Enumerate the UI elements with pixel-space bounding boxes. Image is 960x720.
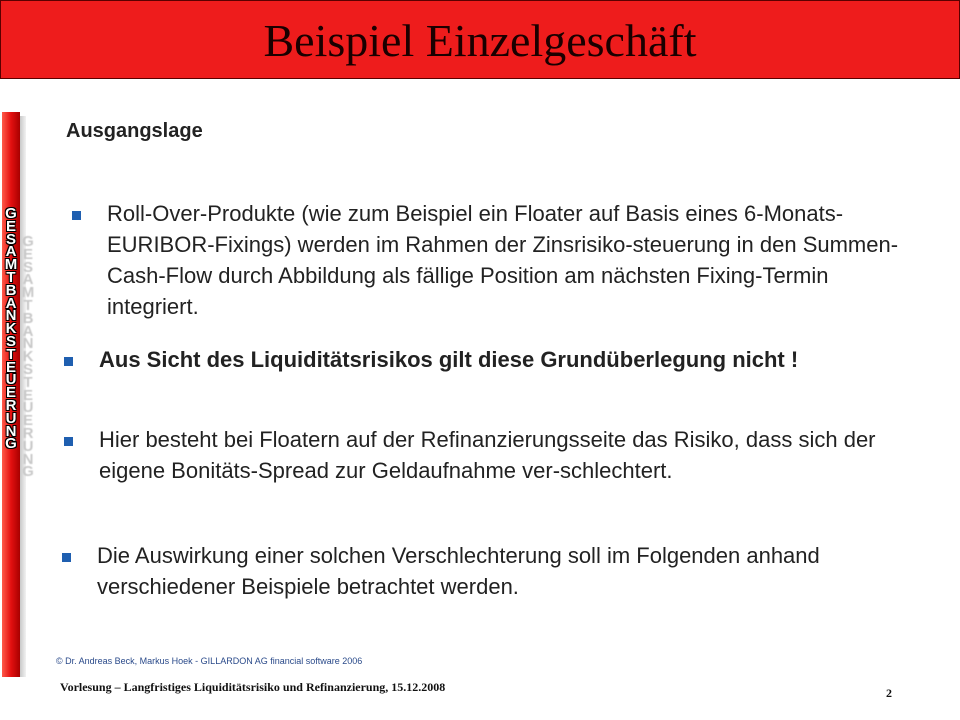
side-letter-shadow: S xyxy=(22,258,33,276)
side-letter-shadow: U xyxy=(22,399,34,417)
side-letter-shadow: N xyxy=(22,335,34,353)
side-letter-shadow: T xyxy=(23,296,33,314)
side-letter: S xyxy=(5,332,16,350)
side-letter: M xyxy=(4,256,18,274)
bullet-item xyxy=(72,198,907,322)
side-letter-shadow: E xyxy=(22,412,33,430)
square-bullet-icon xyxy=(64,357,73,366)
side-letter: T xyxy=(6,268,16,286)
side-letter-shadow: B xyxy=(22,309,34,327)
slide-title: Beispiel Einzelgeschäft xyxy=(263,15,697,66)
side-letter: A xyxy=(5,294,17,312)
side-letter: R xyxy=(5,396,17,414)
bullet-item xyxy=(64,344,899,375)
side-letter-shadow: A xyxy=(22,322,34,340)
side-letter: U xyxy=(5,371,17,389)
bullet-text: Die Auswirkung einer solchen Verschlechterung soll im Folgenden anhand verschiedener Beispiele betrachtet werden. xyxy=(97,543,820,599)
bullet-item xyxy=(64,424,919,486)
copyright-note: © Dr. Andreas Beck, Markus Hoek - GILLARDON AG financial software 2006 xyxy=(56,656,363,666)
side-letter: N xyxy=(5,307,17,325)
side-letter-shadow: G xyxy=(22,233,34,250)
side-letter-shadow: K xyxy=(22,348,34,366)
side-letter: G xyxy=(5,435,17,453)
side-letter: K xyxy=(5,320,17,338)
title-bar xyxy=(0,0,960,79)
side-letter: T xyxy=(6,345,16,363)
section-subtitle: Ausgangslage xyxy=(66,120,203,142)
side-letter-shadow: E xyxy=(22,245,33,263)
side-brand-letters-shadow xyxy=(18,233,38,481)
side-letter: B xyxy=(5,281,17,299)
side-letter-shadow: R xyxy=(22,424,34,442)
page-number: 2 xyxy=(886,686,892,700)
side-letter-shadow: N xyxy=(22,450,34,468)
footer-text: Vorlesung – Langfristiges Liquiditätsrisiko und Refinanzierung, 15.12.2008 xyxy=(60,680,446,694)
side-letter: E xyxy=(5,217,16,235)
bullet-text: Aus Sicht des Liquiditätsrisikos gilt diese Grundüberlegung nicht ! xyxy=(99,347,799,372)
side-letter: S xyxy=(5,230,16,248)
square-bullet-icon xyxy=(62,553,71,562)
side-letter-shadow: T xyxy=(23,373,33,391)
bullet-text: Roll-Over-Produkte (wie zum Beispiel ein Floater auf Basis eines 6-Monats-EURIBOR-Fixings) werden im Rahmen der Zinsrisiko-steuerung in den Summen-Cash-Flow durch Abbildung als fällige Position am nächsten Fixing-Termin integriert. xyxy=(107,201,899,319)
side-letter: N xyxy=(5,422,17,440)
side-letter: A xyxy=(5,243,17,261)
side-letter-shadow: S xyxy=(22,360,33,378)
side-letter: E xyxy=(5,358,16,376)
bullet-text: Hier besteht bei Floatern auf der Refinanzierungsseite das Risiko, dass sich der eigene Bonitäts-Spread zur Geldaufnahme ver-schlechtert. xyxy=(99,427,876,483)
side-letter: G xyxy=(5,205,17,222)
side-letter-shadow: U xyxy=(22,437,34,455)
square-bullet-icon xyxy=(64,437,73,446)
square-bullet-icon xyxy=(72,211,81,220)
side-letter-shadow: M xyxy=(21,284,35,302)
side-letter: U xyxy=(5,409,17,427)
side-letter-shadow: A xyxy=(22,271,34,289)
side-letter-shadow: G xyxy=(22,463,34,481)
bullet-item xyxy=(62,540,927,602)
side-letter-shadow: E xyxy=(22,386,33,404)
side-letter: E xyxy=(5,384,16,402)
